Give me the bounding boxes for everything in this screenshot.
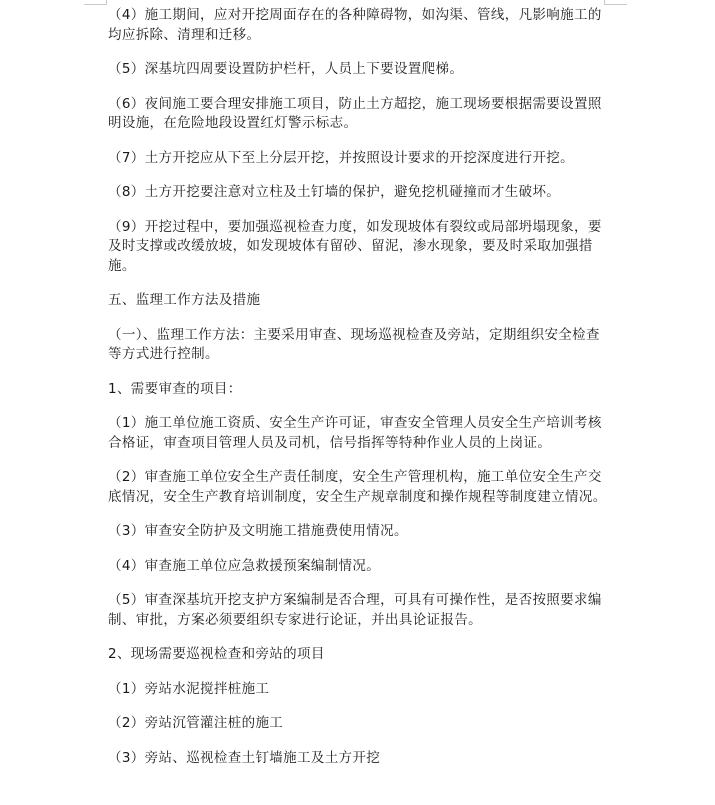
subsection-heading-inspection: 2、现场需要巡视检查和旁站的项目 xyxy=(108,646,325,662)
review-item-5: （5）审查深基坑开挖支护方案编制是否合理，可具有可操作性，是否按照要求编制、审批，方案必须要组织专家进行论证，并出具论证报告。 xyxy=(108,592,602,628)
inspection-item-1: （1）旁站水泥搅拌桩施工 xyxy=(108,680,270,697)
method-paragraph: （一）、监理工作方法：主要采用审查、现场巡视检查及旁站，定期组织安全检查等方式进行控制。 xyxy=(108,326,600,362)
subsection-heading-review: 1、需要审查的项目： xyxy=(108,380,242,397)
crop-mark-left xyxy=(84,0,107,5)
document-body xyxy=(108,6,610,783)
paragraph-item-6: （6）夜间施工要合理安排施工项目，防止土方超挖，施工现场要根据需要设置照明设施，在危险地段设置红灯警示标志。 xyxy=(108,95,602,131)
inspection-item-3: （3）旁站、巡视检查土钉墙施工及土方开挖 xyxy=(108,749,381,766)
review-item-1: （1）施工单位施工资质、安全生产许可证，审查安全管理人员安全生产培训考核合格证，审查项目管理人员及司机，信号指挥等特种作业人员的上岗证。 xyxy=(108,415,602,451)
paragraph-item-7: （7）土方开挖应从下至上分层开挖，并按照设计要求的开挖深度进行开挖。 xyxy=(108,149,574,166)
paragraph-item-4: （4）施工期间，应对开挖周面存在的各种障碍物，如沟渠、管线，凡影响施工的均应拆除、清理和迁移。 xyxy=(108,7,602,43)
review-item-3: （3）审查安全防护及文明施工措施费使用情况。 xyxy=(108,523,408,539)
crop-mark-right xyxy=(604,0,627,5)
paragraph-item-8: （8）土方开挖要注意对立柱及土钉墙的保护，避免挖机碰撞而才生破坏。 xyxy=(108,184,561,200)
section-heading: 五、监理工作方法及措施 xyxy=(108,292,261,308)
paragraph-item-5: （5）深基坑四周要设置防护栏杆，人员上下要设置爬梯。 xyxy=(108,61,464,77)
review-item-4: （4）审查施工单位应急救援预案编制情况。 xyxy=(108,557,381,574)
review-item-2: （2）审查施工单位安全生产责任制度，安全生产管理机构，施工单位安全生产交底情况，安全生产教育培训制度，安全生产规章制度和操作规程等制度建立情况。 xyxy=(108,469,607,505)
paragraph-item-9: （9）开挖过程中，要加强巡视检查力度，如发现坡体有裂纹或局部坍塌现象，要及时支撑或改缓放坡，如发现坡体有留砂、留泥，渗水现象，要及时采取加强措施。 xyxy=(108,218,602,274)
inspection-item-2: （2）旁站沉管灌注桩的施工 xyxy=(108,715,284,731)
